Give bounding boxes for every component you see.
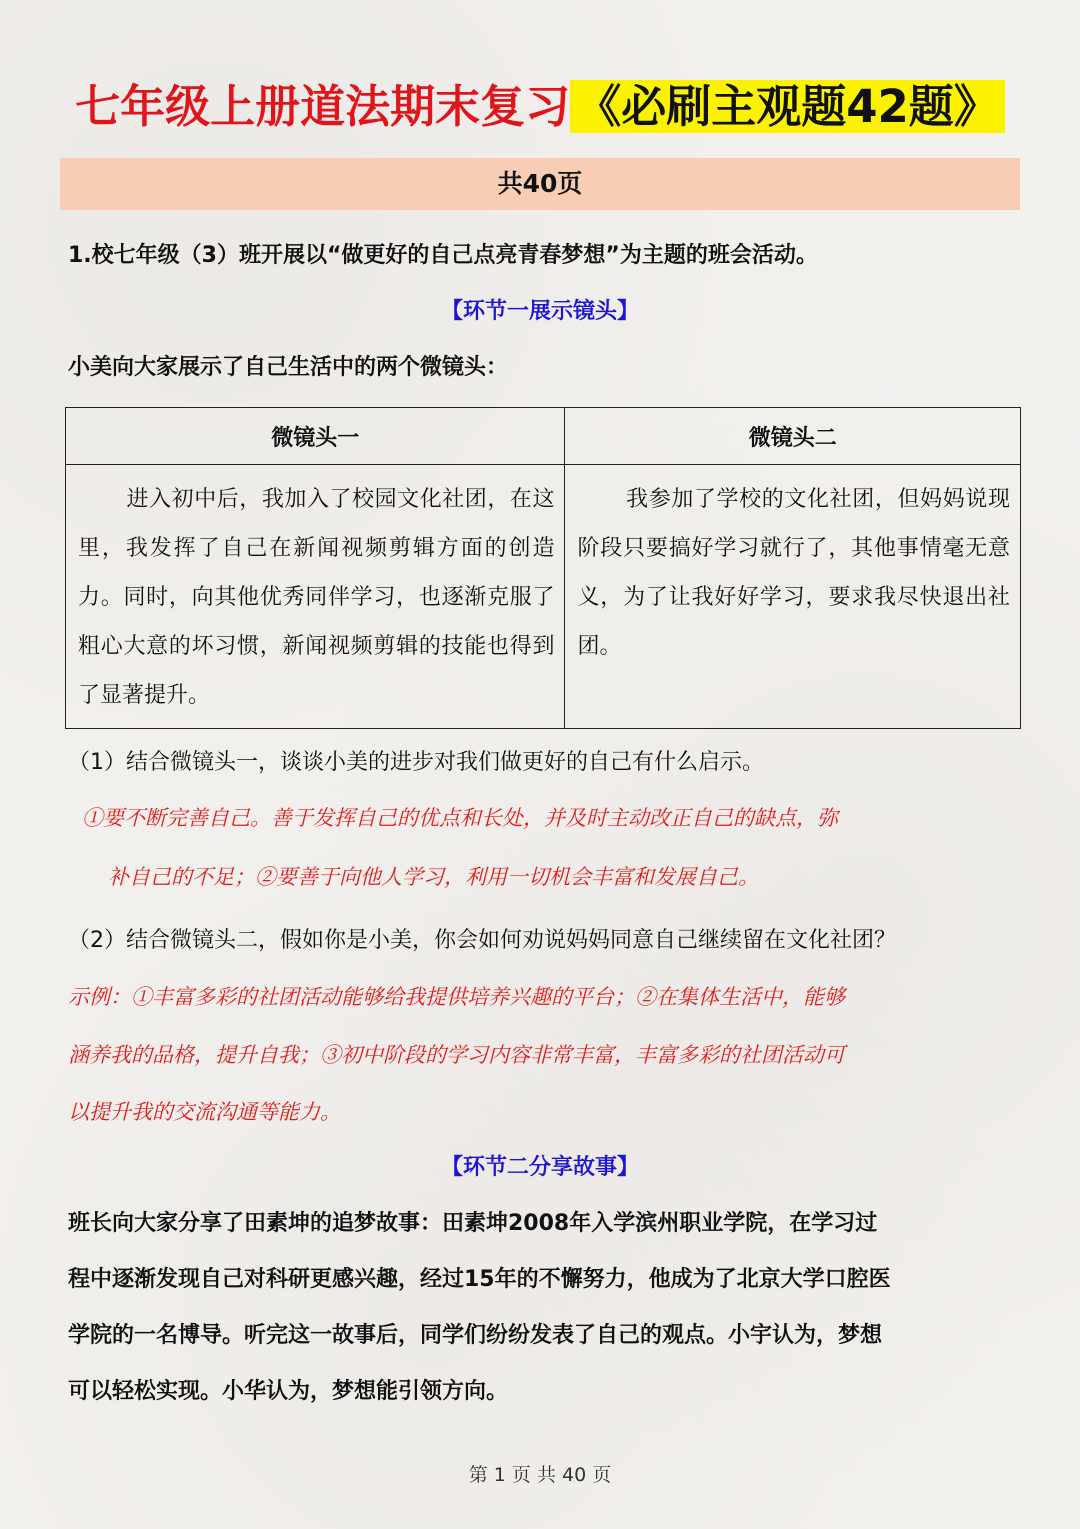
title-highlight: 《必刷主观题42题》 (570, 80, 1005, 133)
sub-question-2: （2）结合微镜头二，假如你是小美，你会如何劝说妈妈同意自己继续留在文化社团？ (68, 928, 896, 953)
page-title (0, 72, 1080, 142)
answer-1-line1: ①要不断完善自己。善于发挥自己的优点和长处，并及时主动改正自己的缺点，弥 (82, 806, 838, 830)
title-main: 七年级上册道法期末复习 (75, 80, 571, 133)
answer-2-line3: 以提升我的交流沟通等能力。 (68, 1100, 341, 1124)
table-cell-lens1 (66, 465, 565, 729)
lens1-text: 进入初中后，我加入了校园文化社团，在这里，我发挥了自己在新闻视频剪辑方面的创造力。同时，向其他优秀同伴学习，也逐渐克服了粗心大意的坏习惯，新闻视频剪辑的技能也得到了显著提升。 (78, 487, 555, 708)
table-header-lens1: 微镜头一 (66, 408, 565, 465)
page-count-banner: 共40页 (60, 158, 1020, 210)
sub-question-1: （1）结合微镜头一，谈谈小美的进步对我们做更好的自己有什么启示。 (68, 750, 764, 775)
table-cell-lens2 (565, 465, 1021, 729)
story-line4: 可以轻松实现。小华认为，梦想能引领方向。 (68, 1379, 509, 1404)
story-line1: 班长向大家分享了田素坤的追梦故事：田素坤2008年入学滨州职业学院，在学习过 (68, 1211, 878, 1236)
story-line3: 学院的一名博导。听完这一故事后，同学们纷纷发表了自己的观点。小宇认为，梦想 (68, 1323, 883, 1348)
lens2-text: 我参加了学校的文化社团，但妈妈说现阶段只要搞好学习就行了，其他事情毫无意义，为了让我好好学习，要求我尽快退出社团。 (577, 487, 1010, 659)
answer-2-line1: 示例：①丰富多彩的社团活动能够给我提供培养兴趣的平台；②在集体生活中，能够 (68, 985, 845, 1009)
answer-1-line2: 补自己的不足；②要善于向他人学习，利用一切机会丰富和发展自己。 (108, 865, 759, 889)
page-footer: 第 1 页 共 40 页 (468, 1464, 612, 1486)
story-line2: 程中逐渐发现自己对科研更感兴趣，经过15年的不懈努力，他成为了北京大学口腔医 (68, 1267, 891, 1292)
section1-title: 【环节一展示镜头】 (440, 299, 639, 324)
table-header-lens2: 微镜头二 (565, 408, 1021, 465)
section2-title: 【环节二分享故事】 (440, 1155, 639, 1180)
answer-2-line2: 涵养我的品格，提升自我；③初中阶段的学习内容非常丰富，丰富多彩的社团活动可 (68, 1043, 845, 1067)
micro-lens-table (65, 407, 1021, 729)
section1-intro: 小美向大家展示了自己生活中的两个微镜头： (68, 355, 509, 380)
question-stem: 1.校七年级（3）班开展以“做更好的自己点亮青春梦想”为主题的班会活动。 (68, 243, 818, 268)
